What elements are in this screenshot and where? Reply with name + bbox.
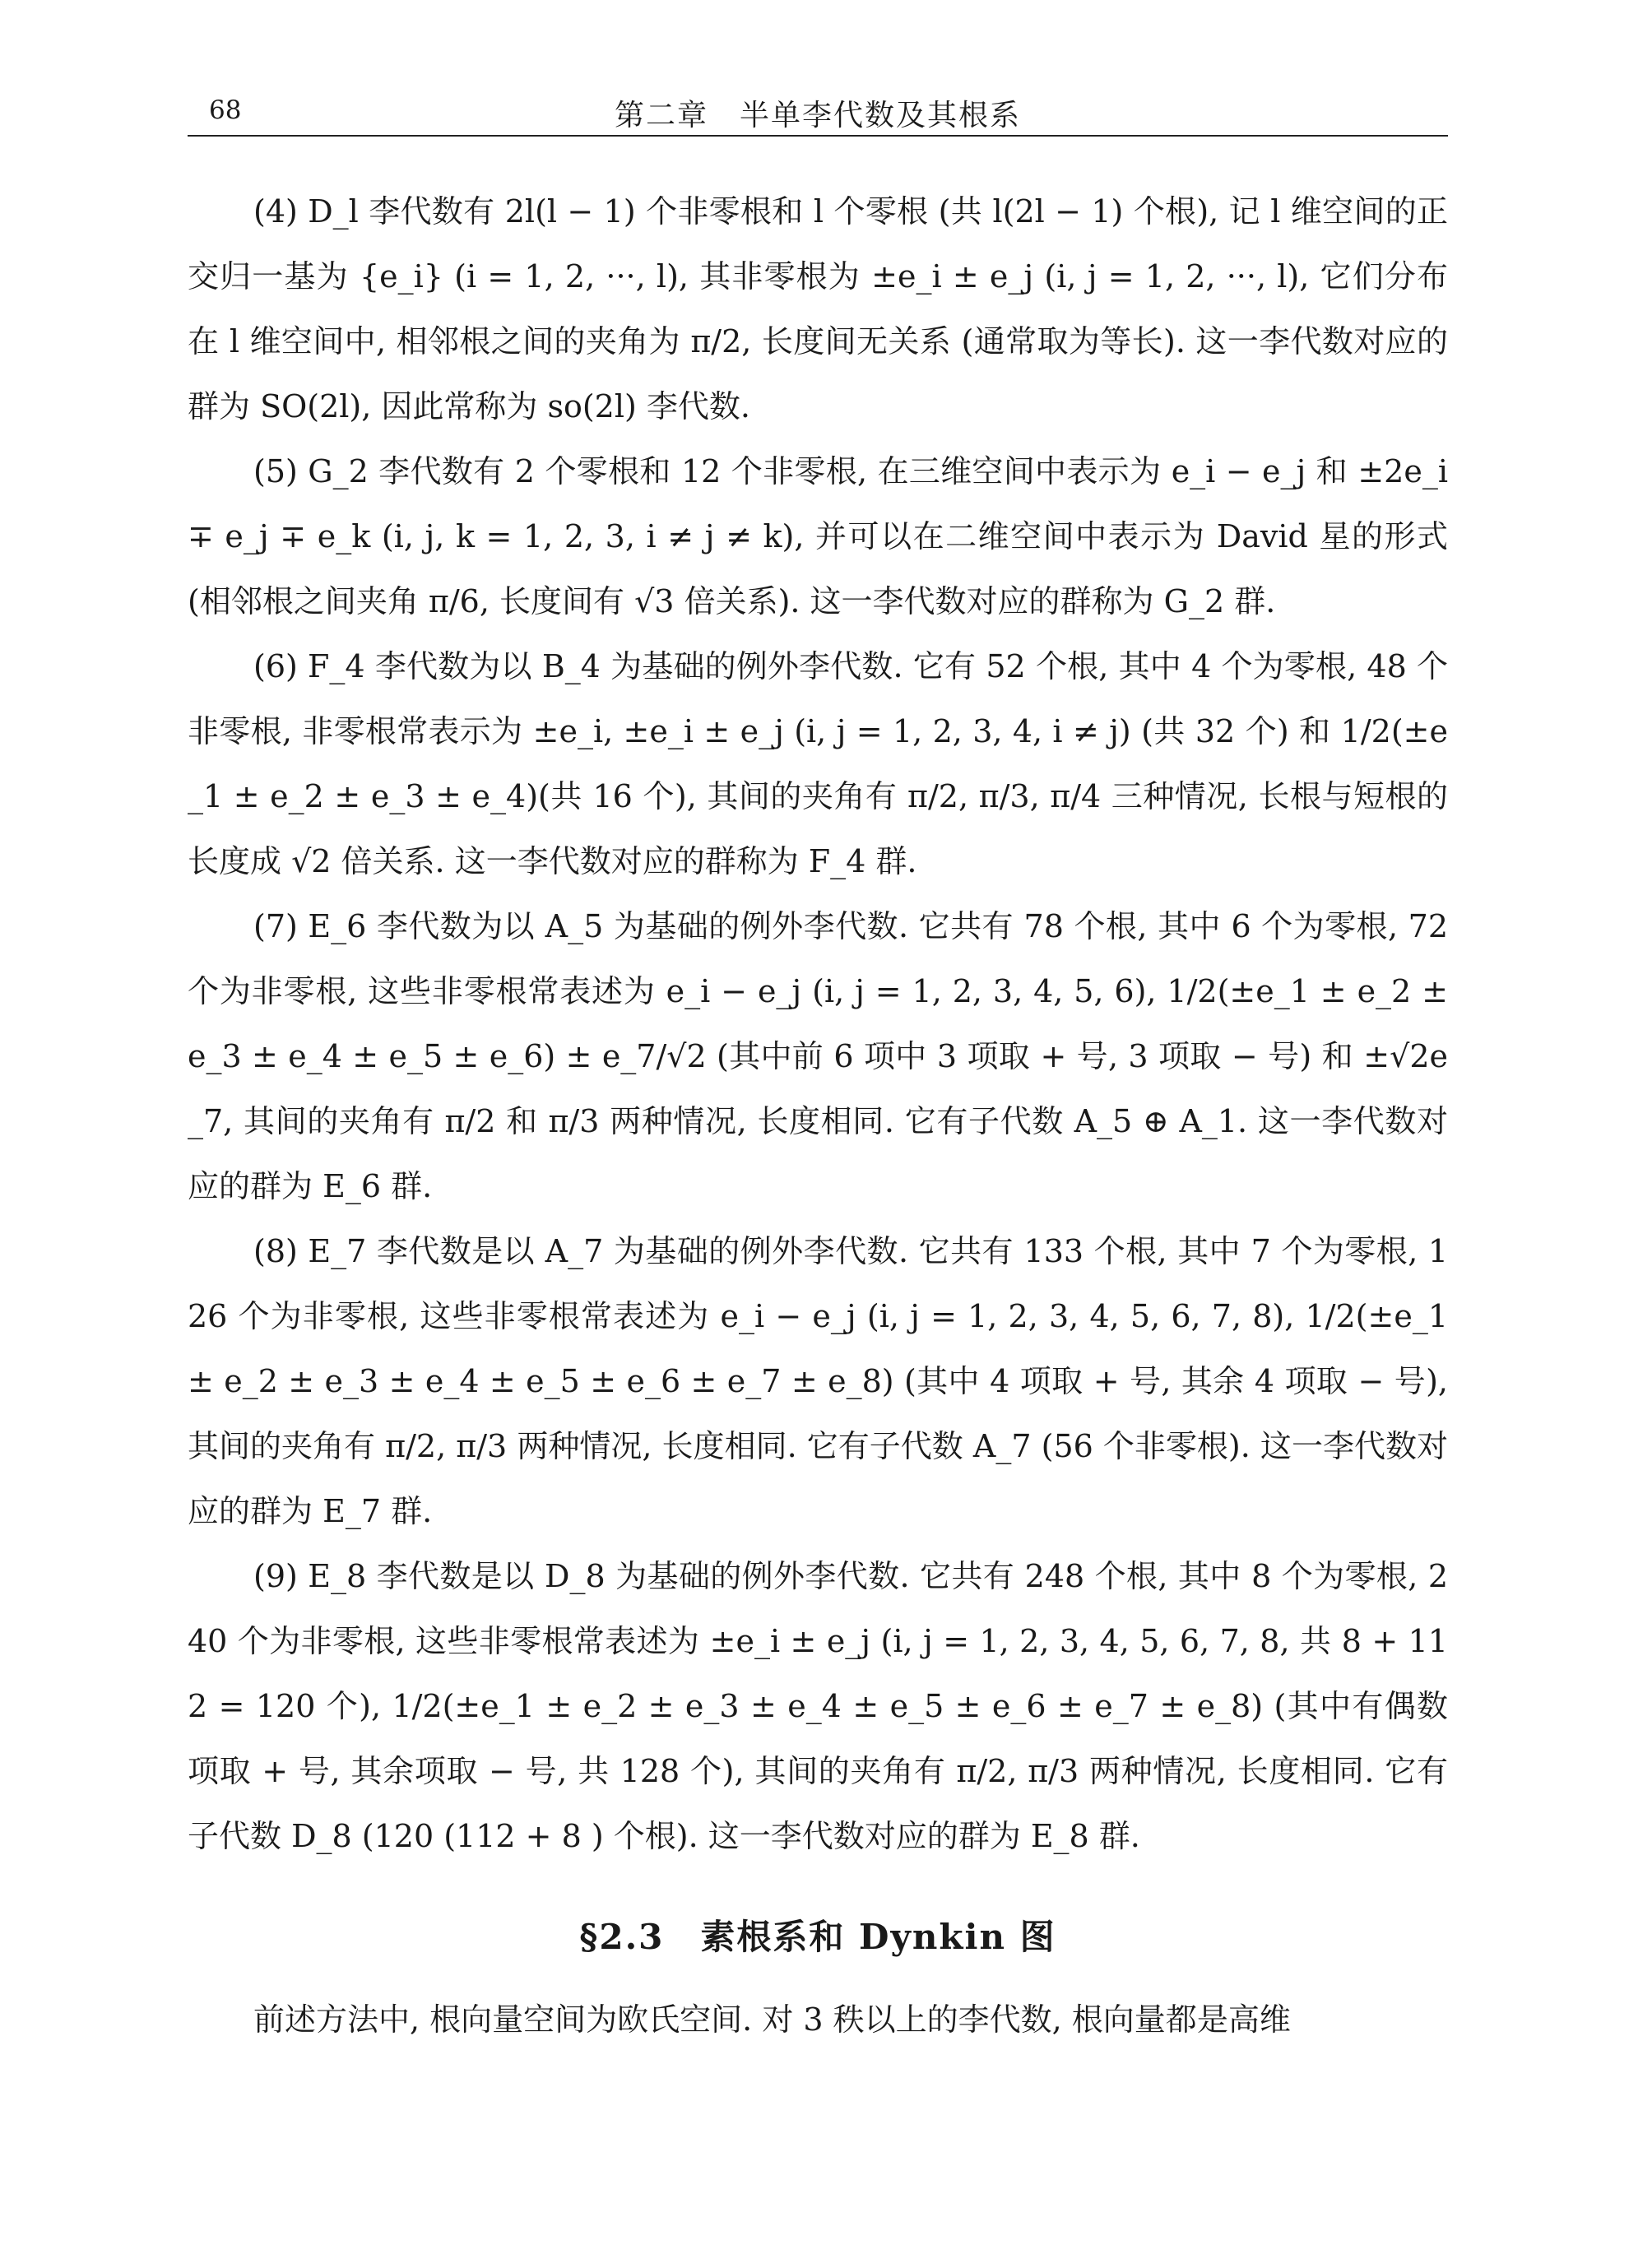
page-body — [188, 179, 1448, 2052]
page-number: 68 — [209, 95, 242, 125]
paragraph-e8: (9) E_8 李代数是以 D_8 为基础的例外李代数. 它共有 248 个根, 其中 8 个为零根, 240 个为非零根, 这些非零根常表述为 ±e_i ± e_j (i, j = 1, 2, 3, 4, 5, 6, 7, 8, 共 8 + 112 = 120 个), 1/2(±e_1 ± e_2 ± e_3 ± e_4 ± e_5 ± e_6 ± e_7 ± e_8) (其中有偶数项取 + 号, 其余项取 − 号, 共 128 个), 其间的夹角有 π/2, π/3 两种情况, 长度相同. 它有子代数 D_8 (120 (112 + 8 ) 个根). 这一李代数对应的群为 E_8 群. — [188, 1558, 1448, 1854]
paragraph-e7: (8) E_7 李代数是以 A_7 为基础的例外李代数. 它共有 133 个根, 其中 7 个为零根, 126 个为非零根, 这些非零根常表述为 e_i − e_j (i, j = 1, 2, 3, 4, 5, 6, 7, 8), 1/2(±e_1 ± e_2 ± e_3 ± e_4 ± e_5 ± e_6 ± e_7 ± e_8) (其中 4 项取 + 号, 其余 4 项取 − 号), 其间的夹角有 π/2, π/3 两种情况, 长度相同. 它有子代数 A_7 (56 个非零根). 这一李代数对应的群为 E_7 群. — [188, 1233, 1448, 1529]
paragraph-f4: (6) F_4 李代数为以 B_4 为基础的例外李代数. 它有 52 个根, 其中 4 个为零根, 48 个非零根, 非零根常表示为 ±e_i, ±e_i ± e_j (i, j = 1, 2, 3, 4, i ≠ j) (共 32 个) 和 1/2(±e_1 ± e_2 ± e_3 ± e_4)(共 16 个), 其间的夹角有 π/2, π/3, π/4 三种情况, 长根与短根的长度成 √2 倍关系. 这一李代数对应的群称为 F_4 群. — [188, 648, 1448, 879]
chapter-title: 第二章 半单李代数及其根系 — [614, 99, 1021, 132]
section-heading: §2.3 素根系和 Dynkin 图 — [579, 1917, 1056, 1957]
paragraph-d-l: (4) D_l 李代数有 2l(l − 1) 个非零根和 l 个零根 (共 l(2l − 1) 个根), 记 l 维空间的正交归一基为 {e_i} (i = 1, 2, ···, l), 其非零根为 ±e_i ± e_j (i, j = 1, 2, ···, l), 它们分布在 l 维空间中, 相邻根之间的夹角为 π/2, 长度间无关系 (通常取为等长). 这一李代数对应的群为 SO(2l), 因此常称为 so(2l) 李代数. — [188, 193, 1448, 424]
paragraph-e6: (7) E_6 李代数为以 A_5 为基础的例外李代数. 它共有 78 个根, 其中 6 个为零根, 72 个为非零根, 这些非零根常表述为 e_i − e_j (i, j = 1, 2, 3, 4, 5, 6), 1/2(±e_1 ± e_2 ± e_3 ± e_4 ± e_5 ± e_6) ± e_7/√2 (其中前 6 项中 3 项取 + 号, 3 项取 − 号) 和 ±√2e_7, 其间的夹角有 π/2 和 π/3 两种情况, 长度相同. 它有子代数 A_5 ⊕ A_1. 这一李代数对应的群为 E_6 群. — [188, 908, 1448, 1204]
running-header — [188, 89, 1448, 137]
paragraph-g2: (5) G_2 李代数有 2 个零根和 12 个非零根, 在三维空间中表示为 e_i − e_j 和 ±2e_i ∓ e_j ∓ e_k (i, j, k = 1, 2, 3, i ≠ j ≠ k), 并可以在二维空间中表示为 David 星的形式 (相邻根之间夹角 π/6, 长度间有 √3 倍关系). 这一李代数对应的群称为 G_2 群. — [188, 453, 1448, 619]
section-intro-paragraph: 前述方法中, 根向量空间为欧氏空间. 对 3 秩以上的李代数, 根向量都是高维 — [253, 2001, 1291, 2038]
